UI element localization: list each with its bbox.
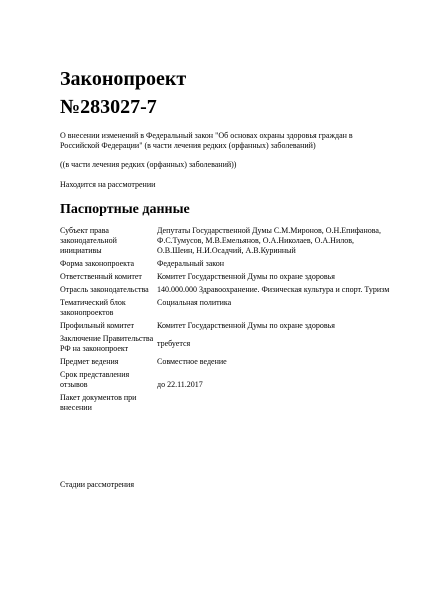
table-row [59,258,391,271]
table-row [59,225,391,258]
row-value: до 22.11.2017 [157,380,203,389]
row-label: Ответственный комитет [60,272,142,281]
row-label: Субъект права законодательной инициативы [60,226,117,255]
table-row [59,356,391,369]
bill-description: О внесении изменений в Федеральный закон "Об основах охраны здоровья граждан в Российской Федерации" (в части лечения редких (орфанных) заболеваний) [60,131,353,150]
row-label: Пакет документов при внесении [60,393,137,412]
bill-status: Находится на рассмотрении [60,180,156,189]
row-label: Срок представления отзывов [60,370,130,389]
bill-heading: Законопроект [60,68,187,90]
table-row [59,333,391,356]
row-value: Федеральный закон [157,259,225,268]
row-label: Заключение Правительства РФ на законопроект [60,334,154,353]
passport-table [59,225,391,415]
passport-title: Паспортные данные [60,202,190,217]
row-label: Профильный комитет [60,321,135,330]
row-label: Форма законопроекта [60,259,135,268]
row-value: Совместное ведение [157,357,227,366]
row-value: Социальная политика [157,298,232,307]
row-value: Депутаты Государственной Думы С.М.Миронов, О.Н.Епифанова, Ф.С.Тумусов, М.В.Емельянов, О.А.Николаев, О.А.Нилов, О.В.Шеин, Н.И.Осадчий, А.В.Куринный [157,226,381,255]
table-row [59,297,391,320]
row-value: Комитет Государственной Думы по охране здоровья [157,272,335,281]
row-label: Тематический блок законопроектов [60,298,126,317]
table-row [59,284,391,297]
row-label: Предмет ведения [60,357,119,366]
row-label: Отрасль законодательства [60,285,149,294]
table-row [59,392,391,415]
row-value [156,392,391,415]
table-row [59,271,391,284]
stages-title: Стадии рассмотрения [60,480,135,489]
row-value: 140.000.000 Здравоохранение. Физическая культура и спорт. Туризм [157,285,390,294]
bill-number: №283027-7 [60,96,157,118]
row-value: требуется [157,339,191,348]
table-row [59,369,391,392]
table-row [59,320,391,333]
bill-subtitle: ((в части лечения редких (орфанных) заболеваний)) [60,160,237,169]
row-value: Комитет Государственной Думы по охране здоровья [157,321,335,330]
